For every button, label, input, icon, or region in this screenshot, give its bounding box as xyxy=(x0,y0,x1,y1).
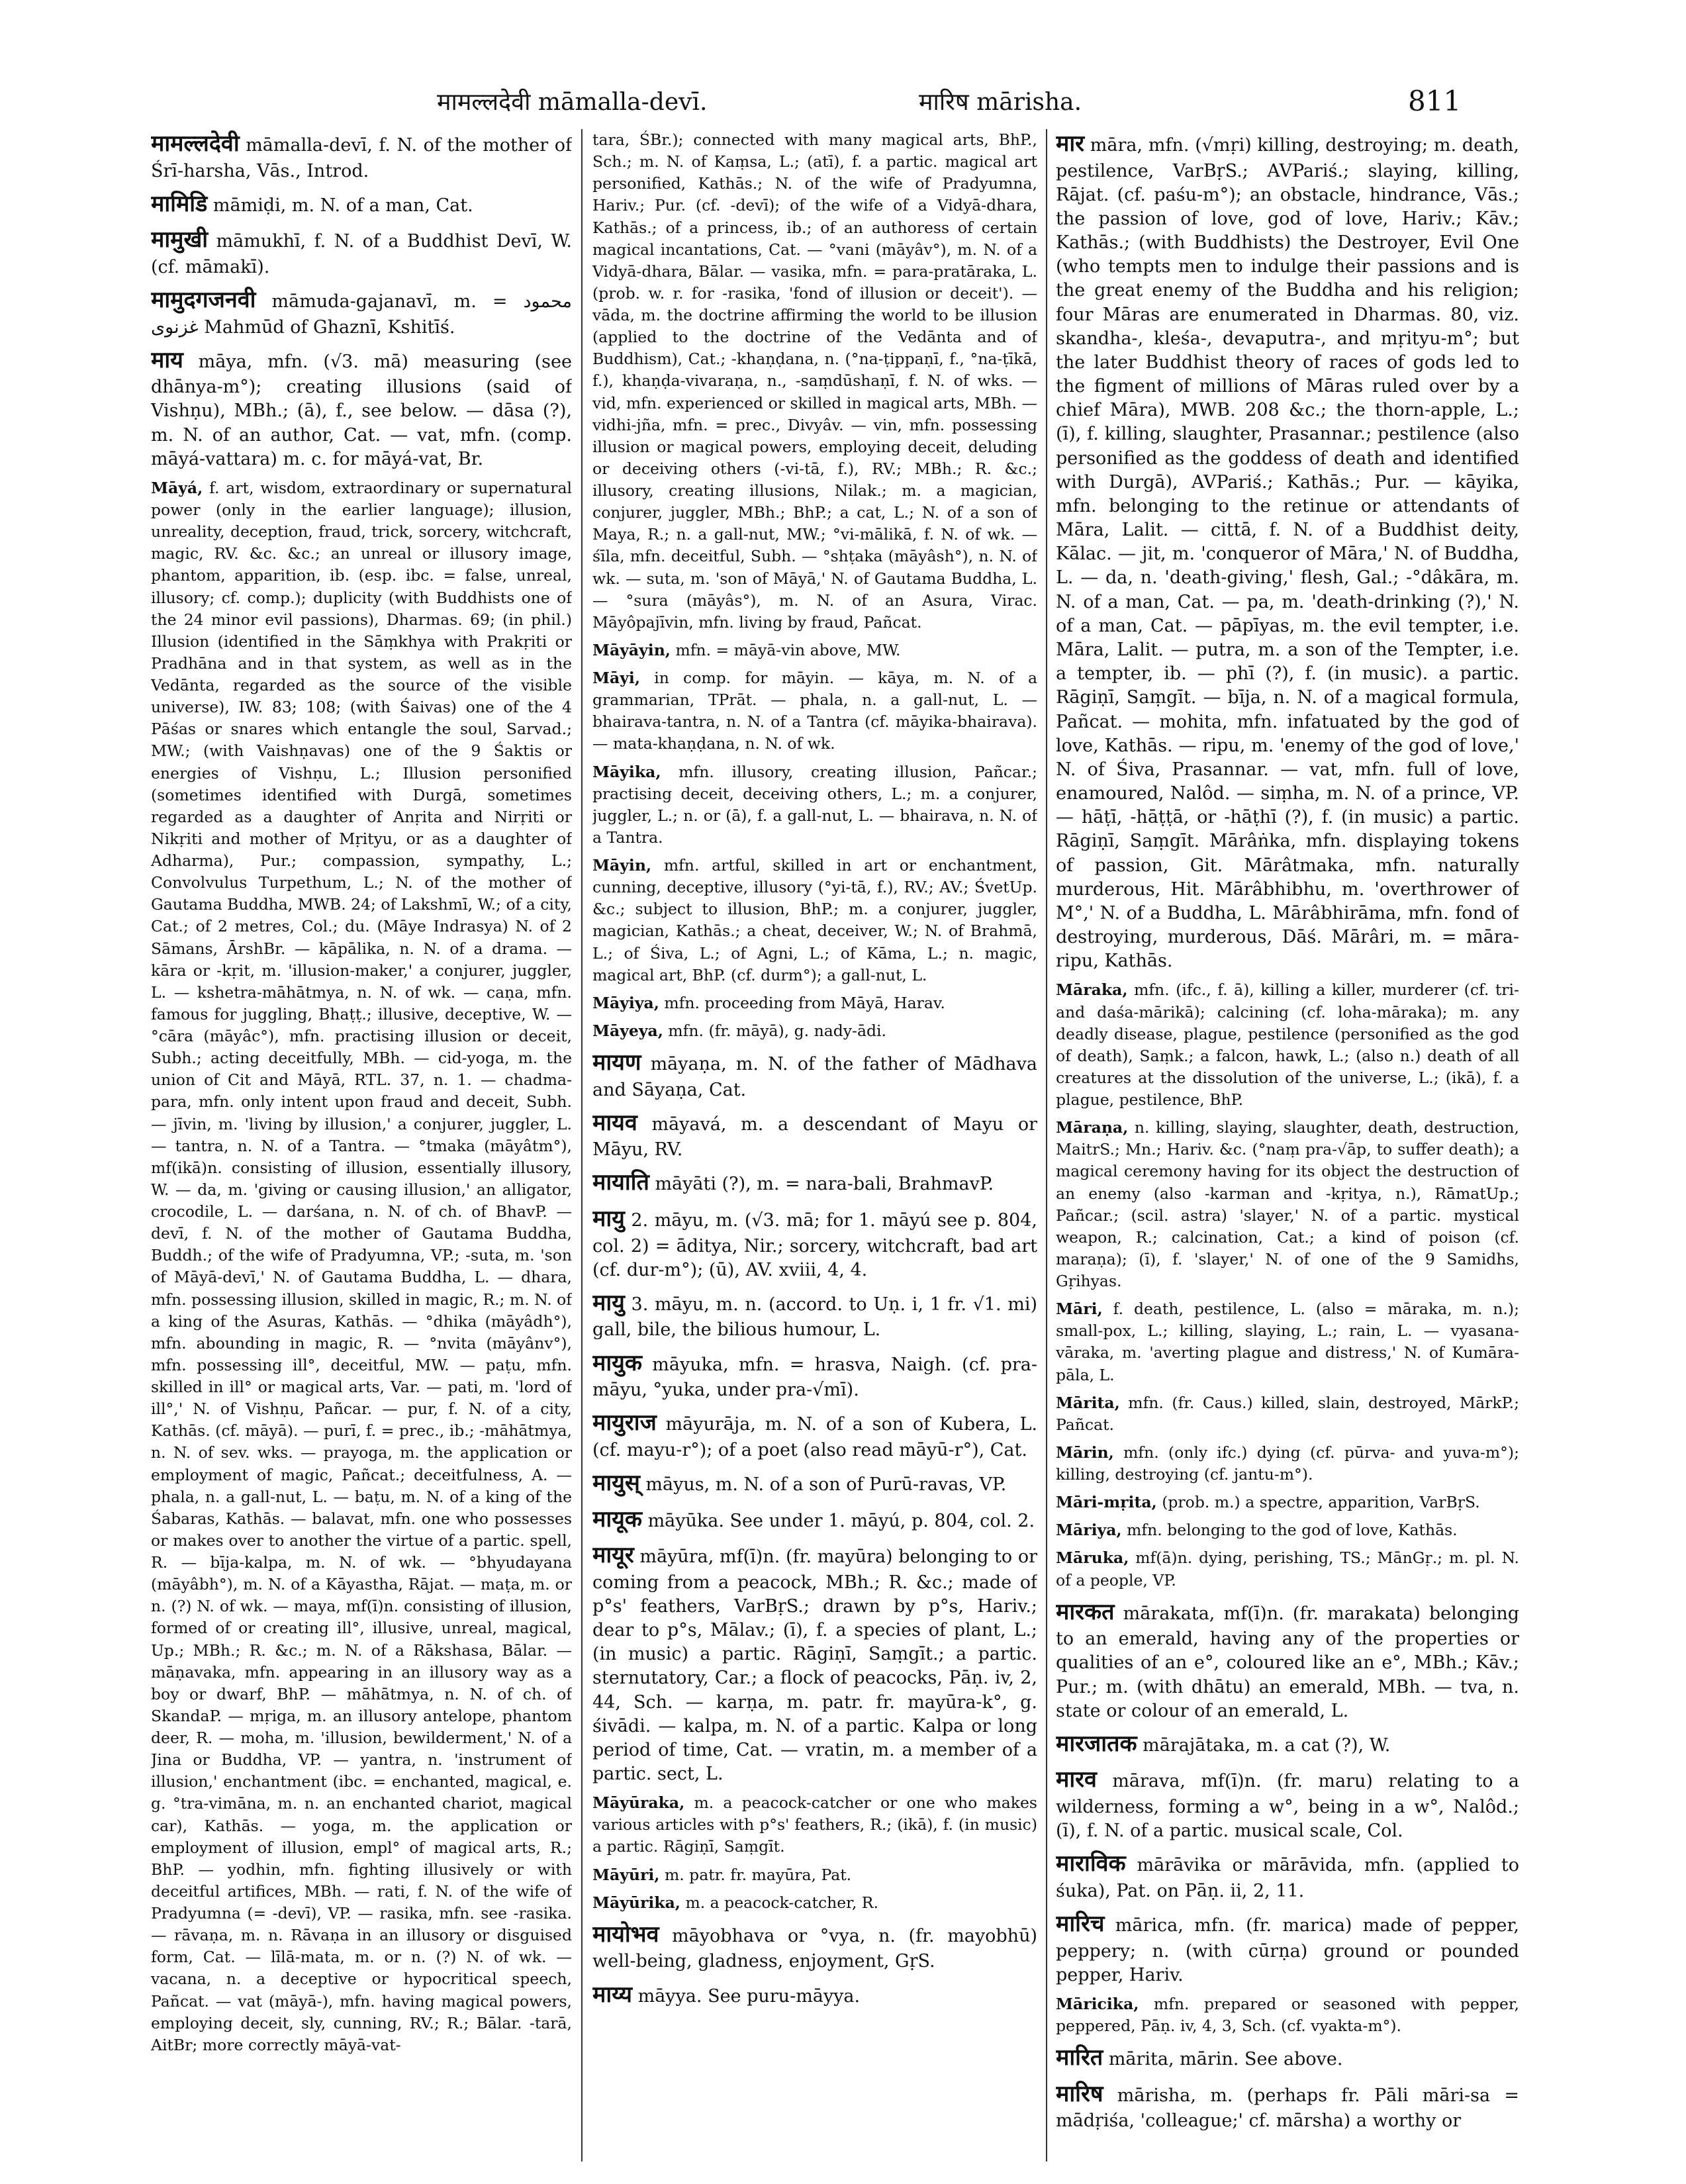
dictionary-entry xyxy=(592,855,1037,986)
entry-headword: Māri-mṛita, xyxy=(1056,1493,1157,1512)
dictionary-entry xyxy=(592,1980,1037,2011)
entry-definition: n. killing, slaying, slaughter, death, destruction, MaitrS.; Mn.; Hariv. &c. (°naṃ pra-√āp, to suffer death); a magical ceremony having for its object the destruction of an enemy (also -karman and -kṛitya, n.), RāmatUp.; Pañcar.; (scil. astra) 'slayer,' N. of a partic. mystical weapon, R.; calcination, Cat.; a kind of poison (cf. maraṇa); (ī), f. 'slayer,' N. of one of the 9 Samidhs, Gṛihyas. xyxy=(1056,1118,1519,1291)
entry-headword-devanagari: मारकत xyxy=(1056,1598,1115,1625)
dictionary-entry xyxy=(592,761,1037,849)
dictionary-entry xyxy=(151,189,572,220)
dictionary-entry xyxy=(592,1892,1037,1914)
dictionary-entry xyxy=(1056,1765,1519,1843)
entry-definition: tara, ŚBr.); connected with many magical arts, BhP., Sch.; m. N. of Kaṃsa, L.; (atī), f. a partic. magical art personified, Kathās.; N. of the wife of Pradyumna, Hariv.; Pur. (cf. -devī); of the wife of a Vidyā-dhara, Kathās.; of a princess, ib.; of an authoress of certain magical incantations, Cat. — °vani (māyâv°), m. N. of a Vidyā-dhara, Bālar. — vasika, mfn. = para-pratāraka, L. (prob. w. r. for -rasika, 'fond of illusion or deceit'). — vāda, m. the doctrine affirming the world to be illusion (applied to the doctrine of the Vedānta and of Buddhism), Cat.; -khaṇḍana, n. (°na-ṭippaṇī, f., °na-ṭīkā, f.), khaṇḍa-vivaraṇa, n., -saṃdūshaṇī, f. N. of wks. — vid, mfn. experienced or skilled in magical arts, MBh. — vidhi-jña, mfn. = prec., Divyâv. — vin, mfn. possessing illusion or magical powers, employing deceit, deluding or deceiving others (-vi-tā, f.), RV.; MBh.; R. &c.; illusory, creating illusions, Nilak.; m. a magician, conjurer, juggler, MBh.; BhP.; a cat, L.; N. of a son of Maya, R.; n. a gall-nut, MW.; °vi-mālikā, f. N. of wk. — śīla, mfn. deceitful, Subh. — °shṭaka (māyâsh°), n. N. of wk. — suta, m. 'son of Māyā,' N. of Gautama Buddha, L. — °sura (māyâs°), m. N. of an Asura, Virac. Māyôpajīvin, mfn. living by fraud, Pañcat. xyxy=(592,130,1037,632)
entry-definition: mārajātaka, m. a cat (?), W. xyxy=(1137,1734,1391,1756)
dictionary-entry xyxy=(1056,1298,1519,1386)
entry-headword-devanagari: माय xyxy=(151,346,183,373)
dictionary-entry xyxy=(592,1168,1037,1198)
dictionary-entry xyxy=(592,667,1037,755)
entry-headword: Māruka, xyxy=(1056,1548,1129,1568)
entry-definition: māyya. See puru-māyya. xyxy=(632,1985,861,2007)
dictionary-entry xyxy=(592,1920,1037,1974)
entry-definition: mārisha, m. (perhaps fr. Pāli māri-sa = mādṛiśa, 'colleague;' cf. mārsha) a worthy or xyxy=(1056,2085,1519,2132)
entry-definition: māyuka, mfn. = hrasva, Naigh. (cf. pra-māyu, °yuka, under pra-√mī). xyxy=(592,1354,1037,1401)
entry-headword-devanagari: मारित xyxy=(1056,2044,1103,2071)
entry-definition: māyurāja, m. N. of a son of Kubera, L. (cf. mayu-r°); of a poet (also read māyū-r°), Cat. xyxy=(592,1414,1037,1460)
entry-headword: Mārin, xyxy=(1056,1443,1114,1462)
dictionary-entry xyxy=(1056,1909,1519,1987)
dictionary-entry xyxy=(1056,1849,1519,1903)
dictionary-entry xyxy=(592,1108,1037,1163)
entry-definition: māmalla-devī, f. N. of the mother of Śrī-harsha, Vās., Introd. xyxy=(151,135,572,181)
entry-definition: (prob. m.) a spectre, apparition, VarBṛS. xyxy=(1156,1493,1480,1512)
dictionary-entry xyxy=(592,129,1037,634)
entry-headword-devanagari: मायुराज xyxy=(592,1409,657,1437)
entry-definition: mfn. belonging to the god of love, Kathās. xyxy=(1121,1521,1458,1540)
entry-definition: mārakata, mf(ī)n. (fr. marakata) belonging to an emerald, having any of the properties or qualities of an e°, coloured like an e°, MBh.; Kāv.; Pur.; m. (with dhātu) an emerald, MBh. — tva, n. state or colour of an emerald, L. xyxy=(1056,1603,1519,1721)
entry-definition: mfn. (fr. māyā), g. nady-ādi. xyxy=(663,1021,887,1040)
dictionary-entry xyxy=(592,1792,1037,1858)
dictionary-entry xyxy=(1056,1729,1519,1760)
dictionary-entry xyxy=(592,1864,1037,1886)
dictionary-entry xyxy=(1056,1392,1519,1436)
dictionary-entry xyxy=(1056,979,1519,1111)
dictionary-entry xyxy=(1056,1442,1519,1486)
column-divider xyxy=(1046,129,1047,2161)
entry-definition: mfn. (only ifc.) dying (cf. pūrva- and yuva-m°); killing, destroying (cf. jantu-m°). xyxy=(1056,1443,1519,1484)
entry-definition: mārava, mf(ī)n. (fr. maru) relating to a wilderness, forming a w°, being in a w°, Nalôd.; (ī), f. N. of a partic. musical scale, Col. xyxy=(1056,1771,1519,1842)
entry-definition: in comp. for māyin. — kāya, m. N. of a grammarian, TPrāt. — phala, n. a gall-nut, L. — bhairava-tantra, n. N. of a Tantra (cf. māyika-bhairava). — mata-khaṇḍana, n. N. of wk. xyxy=(592,669,1037,753)
entry-definition: mf(ā)n. dying, perishing, TS.; MānGṛ.; m. pl. N. of a people, VP. xyxy=(1056,1548,1519,1590)
dictionary-entry xyxy=(592,1048,1037,1102)
entry-headword: Māyika, xyxy=(592,762,661,781)
entry-headword: Māricika, xyxy=(1056,1994,1139,2013)
page-number: 811 xyxy=(1408,85,1462,117)
entry-headword-devanagari: माय्य xyxy=(592,1981,633,2008)
entry-headword-devanagari: मायु xyxy=(592,1289,625,1316)
dictionary-entry xyxy=(151,346,572,471)
entry-headword-devanagari: मायण xyxy=(592,1049,641,1076)
entry-definition: mfn. (ifc., f. ā), killing a killer, murderer (cf. tri- and daśa-mārikā); calcining (cf. loha-māraka); m. any deadly disease, plague, pestilence (personified as the god of death), Saṃk.; a falcon, hawk, L.; (also n.) death of all creatures at the dissolution of the universe, L.; (ikā), f. a plague, pestilence, BhP. xyxy=(1056,980,1519,1110)
dictionary-entry xyxy=(592,1408,1037,1462)
entry-definition: māyāti (?), m. = nara-bali, BrahmavP. xyxy=(649,1174,994,1195)
dictionary-entry xyxy=(592,1468,1037,1499)
entry-definition: māya, mfn. (√3. mā) measuring (see dhānya-m°); creating illusions (said of Vishṇu), MBh.; (ā), f., see below. — dāsa (?), m. N. of an author, Cat. — vat, mfn. (comp. māyá-vattara) m. c. for māyá-vat, Br. xyxy=(151,351,572,469)
entry-headword-devanagari: मारजातक xyxy=(1056,1730,1137,1757)
entry-definition: māmukhī, f. N. of a Buddhist Devī, W. (cf. māmakī). xyxy=(151,231,572,277)
header-left-guideword: मामल्लदेवी māmalla-devī. xyxy=(437,89,708,116)
entry-headword: Māyāyin, xyxy=(592,640,671,659)
dictionary-entry xyxy=(1056,1492,1519,1513)
dictionary-entry xyxy=(151,225,572,279)
entry-definition: 3. māyu, m. n. (accord. to Uṇ. i, 1 fr. √1. mi) gall, bile, the bilious humour, L. xyxy=(592,1294,1037,1341)
entry-definition: māmuda-gajanavī, m. = محمود غزنوی Mahmūd of Ghaznī, Kshitīś. xyxy=(151,291,572,338)
entry-definition: mfn. proceeding from Māyā, Harav. xyxy=(659,993,945,1012)
entry-headword-devanagari: मायूक xyxy=(592,1505,642,1533)
entry-headword: Māyūraka, xyxy=(592,1793,685,1813)
entry-definition: mfn. illusory, creating illusion, Pañcar.; practising deceit, deceiving others, L.; m. a conjurer, juggler, L.; n. or (ā), f. a gall-nut, L. — bhairava, n. N. of a Tantra. xyxy=(592,762,1037,847)
dictionary-entry xyxy=(151,477,572,2056)
entry-headword: Māyi, xyxy=(592,669,641,687)
entry-headword-devanagari: माराविक xyxy=(1056,1850,1126,1877)
entry-headword: Māyūri, xyxy=(592,1865,660,1884)
dictionary-entry xyxy=(1056,1993,1519,2037)
dictionary-entry xyxy=(1056,2079,1519,2134)
entry-definition: māyūra, mf(ī)n. (fr. mayūra) belonging to or coming from a peacock, MBh.; R. &c.; made of p°s' feathers, VarBṛS.; drawn by p°s, Hariv.; dear to p°s, Mālav.; (ī), f. a species of plant, L.; (in music) a partic. Rāgiṇī, Saṃgīt.; a partic. sternutatory, Car.; a flock of peacocks, Pāṇ. iv, 2, 44, Sch. — karṇa, m. patr. fr. mayūra-k°, g. śivādi. — kalpa, m. N. of a partic. Kalpa or long period of time, Cat. — vratin, m. a member of a partic. sect, L. xyxy=(592,1546,1037,1785)
column-right xyxy=(1056,129,1519,2161)
entry-definition: mfn. prepared or seasoned with pepper, peppered, Pāṇ. iv, 4, 3, Sch. (cf. vyakta-m°). xyxy=(1056,1994,1519,2036)
column-left xyxy=(151,129,572,2161)
dictionary-entry xyxy=(592,640,1037,661)
entry-definition: mārāvika or mārāvida, mfn. (applied to śuka), Pat. on Pāṇ. ii, 2, 11. xyxy=(1056,1855,1519,1901)
entry-headword-devanagari: मारव xyxy=(1056,1766,1097,1793)
entry-headword-devanagari: मायोभव xyxy=(592,1921,659,1948)
entry-definition: m. a peacock-catcher, R. xyxy=(680,1893,878,1912)
entry-headword: Māraka, xyxy=(1056,980,1128,1000)
dictionary-entry xyxy=(151,129,572,183)
dictionary-entry xyxy=(592,992,1037,1014)
entry-definition: māmiḍi, m. N. of a man, Cat. xyxy=(207,195,473,216)
entry-definition: māyobhava or °vya, n. (fr. mayobhū) well-being, gladness, enjoyment, GṛS. xyxy=(592,1925,1037,1972)
dictionary-entry xyxy=(1056,129,1519,973)
entry-definition: mfn. (fr. Caus.) killed, slain, destroyed, MārkP.; Pañcat. xyxy=(1056,1393,1519,1434)
entry-definition: māyus, m. N. of a son of Purū-ravas, VP. xyxy=(639,1474,1007,1496)
entry-headword-devanagari: मायव xyxy=(592,1109,637,1136)
column-divider xyxy=(581,129,583,2161)
entry-definition: māyavá, m. a descendant of Mayu or Māyu, RV. xyxy=(592,1114,1037,1161)
entry-headword-devanagari: मायुस् xyxy=(592,1470,640,1497)
dictionary-entry xyxy=(592,1505,1037,1535)
entry-headword: Māraṇa, xyxy=(1056,1118,1129,1137)
entry-definition: māyūka. See under 1. māyú, p. 804, col. 2. xyxy=(641,1510,1035,1531)
entry-headword-devanagari: मायूर xyxy=(592,1542,634,1569)
entry-definition: 2. māyu, m. (√3. mā; for 1. māyú see p. 804, col. 2) = āditya, Nir.; sorcery, witchcraft, bad art (cf. dur-m°); (ū), AV. xviii, 4, 4. xyxy=(592,1210,1037,1280)
entry-headword-devanagari: मायाति xyxy=(592,1169,649,1196)
entry-headword: Māyeya, xyxy=(592,1021,663,1040)
header-right-guideword: मारिष mārisha. xyxy=(919,89,1082,116)
column-middle xyxy=(592,129,1037,2161)
entry-headword-devanagari: मामुदगजनवी xyxy=(151,286,256,313)
entry-definition: māra, mfn. (√mṛi) killing, destroying; m. death, pestilence, VarBṛS.; AVPariś.; slaying, killing, Rājat. (cf. paśu-m°); an obstacle, hindrance, Vās.; the passion of love, god of love, Hariv.; Kāv.; Kathās.; (with Buddhists) the Destroyer, Evil One (who tempts men to indulge their passions and is the great enemy of the Buddha and his religion; four Māras are enumerated in Dharmas. 80, viz. skandha-, kleśa-, devaputra-, and mṛityu-m°; but the later Buddhist theory of races of gods led to the figment of millions of Māras ruled over by a chief Māra), MWB. 208 &c.; the thorn-apple, L.; (ī), f. killing, slaughter, Prasannar.; pestilence (also personified as the goddess of death and identified with Durgā), AVPariś.; Kathās.; Pur. — kāyika, mfn. belonging to the retinue or attendants of Māra, Lalit. — cittā, f. N. of a Buddhist deity, Kālac. — jit, m. 'conqueror of Māra,' N. of Buddha, L. — da, n. 'death-giving,' flesh, Gal.; -°dâkāra, m. N. of a man, Cat. — pa, m. 'death-drinking (?),' N. of a man, Cat. — pāpīyas, m. the evil tempter, i.e. Māra, Lalit. — putra, m. a son of the Tempter, i.e. a tempter, ib. — phī (?), f. (in music). a partic. Rāgiṇī, Saṃgīt. — bīja, n. N. of a magical formula, Pañcat. — mohita, mfn. infatuated by the god of love, Kathās. — ripu, m. 'enemy of the god of love,' N. of Śiva, Prasannar. — vat, mfn. full of love, enamoured, Nalôd. — siṃha, m. N. of a prince, VP. — hāṭī, -hāṭṭā, or -hāṭhī (?), f. (in music) a partic. Rāgiṇī, Saṃgīt. Mārâṅka, mfn. displaying tokens of passion, Git. Mārâtmaka, mfn. naturally murderous, Hit. Mārâbhibhu, m. 'overthrower of M°,' N. of a Buddha, L. Mārâbhirāma, mfn. fond of destroying, murderous, Dāś. Mārâri, m. = māra-ripu, Kathās. xyxy=(1056,135,1519,972)
entry-definition: mfn. artful, skilled in art or enchantment, cunning, deceptive, illusory (°yi-tā, f.), RV.; AV.; ŚvetUp. &c.; subject to illusion, BhP.; m. a conjurer, juggler, magician, Kathās.; a cheat, deceiver, W.; N. of Brahmā, L.; of Śiva, L.; of Agni, L.; of Kāma, L.; n. magic, magical art, BhP. (cf. durm°); a gall-nut, L. xyxy=(592,856,1037,984)
entry-headword: Mārita, xyxy=(1056,1393,1120,1412)
dictionary-entry xyxy=(1056,2043,1519,2073)
entry-headword: Māyin, xyxy=(592,856,652,875)
entry-definition: mfn. = māyā-vin above, MW. xyxy=(670,640,901,659)
entry-definition: f. art, wisdom, extraordinary or supernatural power (only in the earlier language); illusion, unreality, deception, fraud, trick, sorcery, witchcraft, magic, RV. &c. &c.; an unreal or illusory image, phantom, apparition, ib. (esp. ibc. = false, unreal, illusory; cf. comp.); duplicity (with Buddhists one of the 24 minor evil passions), Dharmas. 69; (in phil.) Illusion (identified in the Sāṃkhya with Prakṛiti or Pradhāna and in that system, as well as in the Vedānta, regarded as the source of the visible universe), IW. 83; 108; (with Śaivas) one of the 4 Pāśas or snares which entangle the soul, Sarvad.; MW.; (with Vaishṇavas) one of the 9 Śaktis or energies of Vishṇu, L.; Illusion personified (sometimes identified with Durgā, sometimes regarded as a daughter of Anṛita and Nirṛiti or Nikṛiti and mother of Mṛityu, or as a daughter of Adharma), Pur.; compassion, sympathy, L.; Convolvulus Turpethum, L.; N. of the mother of Gautama Buddha, MWB. 24; of Lakshmī, W.; of a city, Cat.; of 2 metres, Col.; du. (Māye Indrasya) N. of 2 Sāmans, ĀrshBr. — kāpālika, n. N. of a drama. — kāra or -kṛit, m. 'illusion-maker,' a conjurer, juggler, L. — kshetra-māhātmya, n. N. of wk. — caṇa, mfn. famous for juggling, Bhaṭṭ.; illusive, deceptive, W. — °cāra (māyâc°), mfn. practising illusion or deceit, Subh.; acting deceitfully, MBh. — cid-yoga, m. the union of Cit and Māyā, RTL. 37, n. 1. — chadma-para, mfn. only intent upon fraud and deceit, Subh. — jīvin, m. 'living by illusion,' a conjurer, juggler, L. — tantra, n. N. of a Tantra. — °tmaka (māyâtm°), mf(ikā)n. consisting of illusion, essentially illusory, W. — da, m. 'giving or causing illusion,' an alligator, crocodile, L. — darśana, n. N. of ch. of BhavP. — devī, f. N. of the mother of Gautama Buddha, Buddh.; of the wife of Pradyumna, VP.; -suta, m. 'son of Māyā-devī,' N. of Gautama Buddha, L. — dhara, mfn. possessing illusion, skilled in magic, R.; m. N. of a king of the Asuras, Kathās. — °dhika (māyâdh°), mfn. abounding in magic, R. — °nvita (māyânv°), mfn. possessing ill°, deceitful, MW. — paṭu, mfn. skilled in ill° or magical arts, Var. — pati, m. 'lord of ill°,' N. of Vishṇu, Pañcar. — pur, f. N. of a city, Kathās. (cf. māyā). — purī, f. = prec., ib.; -māhātmya, n. N. of sev. wks. — prayoga, m. the application or employment of magic, Pañcat.; deceitfulness, A. — phala, n. a gall-nut, L. — baṭu, m. N. of a king of the Śabaras, Kathās. — balavat, mfn. one who possesses or makes over to another the virtue of a partic. spell, R. — bīja-kalpa, m. N. of wk. — °bhyudayana (māyâbh°), m. N. of a Kāyastha, Rājat. — maṭa, m. or n. (?) N. of wk. — maya, mf(ī)n. consisting of illusion, formed of or creating ill°, illusive, unreal, magical, Up.; MBh.; R. &c.; m. N. of a Rākshasa, Bālar. — māṇavaka, mfn. appearing in an illusory way as a boy or dwarf, BhP. — māhātmya, n. N. of ch. of SkandaP. — mṛiga, m. an illusory antelope, phantom deer, R. — moha, m. 'illusion, bewilderment,' N. of a Jina or Buddha, VP. — yantra, n. 'instrument of illusion,' enchantment (ibc. = enchanted, magical, e. g. °tra-vimāna, m. n. an enchanted chariot, magical car), Kathās. — yoga, m. the application or employment of illusion, empl° of magical arts, R.; BhP. — yodhin, mfn. fighting illusively or with deceitful artifices, MBh. — rati, f. N. of the wife of Pradyumna (= -devī), VP. — rasika, mfn. see -rasika. — rāvaṇa, m. n. Rāvaṇa in an illusory or disguised form, Cat. — līlā-mata, m. or n. (?) N. of wk. — vacana, n. a deceptive or hypocritical speech, Pañcat. — vat (māyā-), mfn. having magical powers, employing deceit, sly, cunning, RV.; R.; Bālar. -tarā, AitBr; more correctly māyā-vat- xyxy=(151,478,572,2054)
page-header xyxy=(0,85,1686,124)
dictionary-entry xyxy=(592,1020,1037,1042)
entry-headword-devanagari: मारिष xyxy=(1056,2080,1103,2107)
entry-headword-devanagari: मार xyxy=(1056,130,1085,157)
dictionary-entry xyxy=(1056,1547,1519,1591)
entry-definition: māyaṇa, m. N. of the father of Mādhava and Sāyaṇa, Cat. xyxy=(592,1054,1037,1100)
dictionary-entry xyxy=(592,1349,1037,1403)
entry-definition: f. death, pestilence, L. (also = māraka, m. n.); small-pox, L.; killing, slaying, L.; rain, L. — vyasana-vāraka, m. 'averting plague and distress,' N. of Kumāra-pāla, L. xyxy=(1056,1300,1519,1384)
dictionary-entry xyxy=(1056,1597,1519,1723)
entry-headword-devanagari: मायु xyxy=(592,1205,625,1232)
entry-headword: Māyūrika, xyxy=(592,1893,680,1912)
dictionary-entry xyxy=(1056,1117,1519,1292)
entry-headword-devanagari: मामल्लदेवी xyxy=(151,130,240,157)
entry-headword: Māyiya, xyxy=(592,993,659,1012)
dictionary-entry xyxy=(592,1541,1037,1786)
entry-headword-devanagari: मायुक xyxy=(592,1349,642,1376)
dictionary-entry xyxy=(592,1288,1037,1343)
entry-definition: m. patr. fr. mayūra, Pat. xyxy=(659,1865,852,1884)
dictionary-entry xyxy=(1056,1519,1519,1541)
dictionary-entry xyxy=(592,1204,1037,1282)
dictionary-entry xyxy=(151,285,572,340)
entry-headword-devanagari: मामुखी xyxy=(151,226,209,254)
entry-headword: Māyá, xyxy=(151,478,203,497)
entry-headword: Māriya, xyxy=(1056,1521,1122,1540)
entry-headword: Māri, xyxy=(1056,1300,1103,1319)
entry-headword-devanagari: मामिडि xyxy=(151,190,208,217)
entry-definition: mārita, mārin. See above. xyxy=(1103,2049,1343,2070)
entry-definition: mārica, mfn. (fr. marica) made of pepper, peppery; n. (with cūrṇa) ground or pounded pepper, Hariv. xyxy=(1056,1915,1519,1985)
entry-definition: m. a peacock-catcher or one who makes various articles with p°s' feathers, R.; (ikā), f. (in music) a partic. Rāgiṇī, Saṃgīt. xyxy=(592,1793,1037,1856)
entry-headword-devanagari: मारिच xyxy=(1056,1911,1105,1938)
